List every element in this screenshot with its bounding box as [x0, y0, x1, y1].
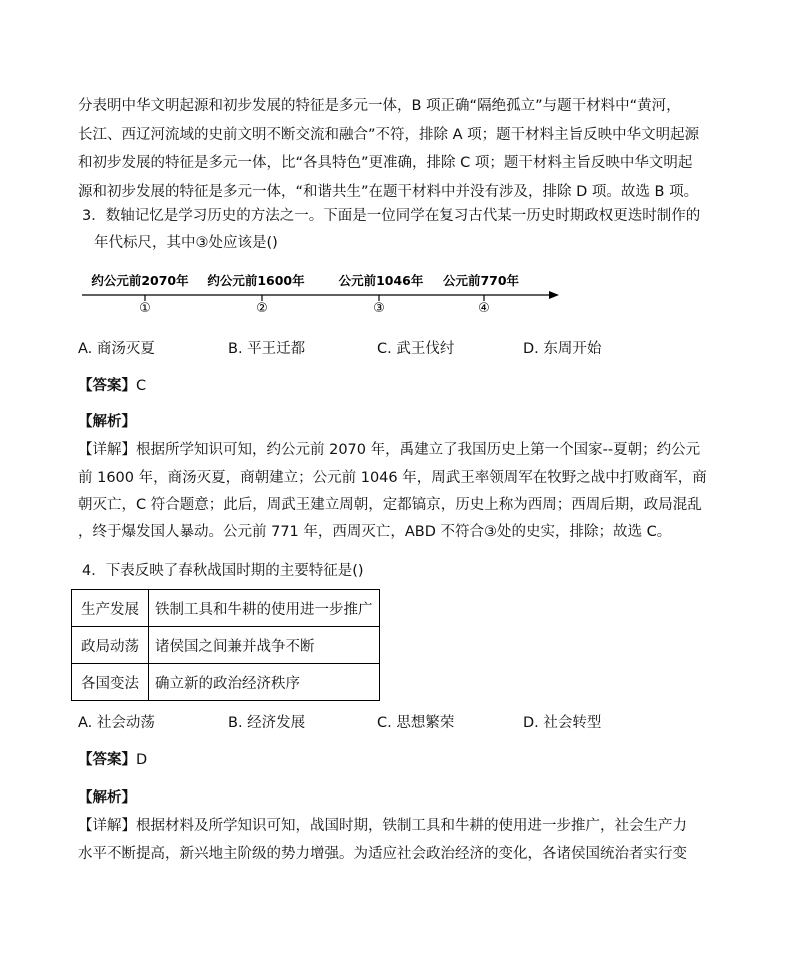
q4-answer: [78, 750, 147, 770]
table-cell-key: 各国变法: [72, 664, 149, 701]
table-cell-key: 生产发展: [72, 590, 149, 627]
timeline-label-3: 公元前1046年: [338, 273, 424, 288]
timeline-mark-4: ④: [478, 301, 490, 316]
table-row: [72, 627, 380, 664]
timeline-label-2: 约公元前1600年: [207, 273, 305, 288]
table-cell-value: 铁制工具和牛耕的使用进一步推广: [149, 590, 380, 627]
q3-detail-line-1: 【详解】根据所学知识可知，约公元前 2070 年，禹建立了我国历史上第一个国家--夏朝；约公元: [78, 442, 701, 458]
q4-option-d[interactable]: D. 社会转型: [523, 715, 602, 731]
table-row: [72, 664, 380, 701]
table-row: [72, 590, 380, 627]
q3-option-c[interactable]: C. 武王伐纣: [377, 341, 455, 357]
table-cell-value: 诸侯国之间兼并战争不断: [149, 627, 380, 664]
q3-option-d[interactable]: D. 东周开始: [523, 341, 602, 357]
q4-detail-line-1: 【详解】根据材料及所学知识可知，战国时期，铁制工具和牛耕的使用进一步推广，社会生产力: [78, 818, 687, 834]
q4-stem: 4．下表反映了春秋战国时期的主要特征是(): [82, 563, 364, 579]
table-cell-value: 确立新的政治经济秩序: [149, 664, 380, 701]
q3-analysis-tag: 【解析】: [78, 414, 136, 430]
q3-stem-line-2: 年代标尺，其中③处应该是(): [94, 235, 278, 251]
q3-stem-line-1: 3．数轴记忆是学习历史的方法之一。下面是一位同学在复习古代某一历史时期政权更迭时制作的: [82, 208, 701, 224]
timeline-mark-2: ②: [256, 301, 268, 316]
q3-answer-value: C: [136, 378, 147, 394]
q4-answer-tag: 【答案】: [78, 752, 136, 768]
q3-answer-tag: 【答案】: [78, 378, 136, 394]
q3-detail-line-4: ，终于爆发国人暴动。公元前 771 年，西周灭亡，ABD 不符合③处的史实，排除；故选 C。: [78, 524, 672, 540]
q3-answer: [78, 376, 146, 396]
table-cell-key: 政局动荡: [72, 627, 149, 664]
timeline-label-1: 约公元前2070年: [91, 273, 189, 288]
timeline-label-4: 公元前770年: [442, 273, 520, 288]
para1-line-2: 长江、西辽河流域的史前文明不断交流和融合”不符，排除 A 项；题干材料主旨反映中华文明起源: [78, 127, 700, 143]
q4-analysis-tag: 【解析】: [78, 790, 136, 806]
q4-option-b[interactable]: B. 经济发展: [228, 715, 306, 731]
q4-feature-table: [71, 589, 380, 701]
para1-line-3: 和初步发展的特征是多元一体，比“各具特色”更准确，排除 C 项；题干材料主旨反映中华文明起: [78, 155, 693, 171]
q3-detail-line-2: 前 1600 年，商汤灭夏，商朝建立；公元前 1046 年，周武王率领周军在牧野之战中打败商军，商: [78, 470, 707, 486]
para1-line-1: 分表明中华文明起源和初步发展的特征是多元一体，B 项正确“隔绝孤立”与题干材料中“黄河，: [78, 98, 681, 114]
timeline-mark-1: ①: [139, 301, 151, 316]
timeline-diagram: [0, 268, 793, 328]
q4-answer-value: D: [136, 752, 148, 768]
para1-line-4: 源和初步发展的特征是多元一体，“和谐共生”在题干材料中并没有涉及，排除 D 项。故选 B 项。: [78, 184, 699, 200]
timeline-mark-3: ③: [373, 301, 385, 316]
q4-option-c[interactable]: C. 思想繁荣: [377, 715, 455, 731]
q3-option-a[interactable]: A. 商汤灭夏: [78, 341, 155, 357]
q4-option-a[interactable]: A. 社会动荡: [78, 715, 155, 731]
q3-detail-line-3: 朝灭亡，C 符合题意；此后，周武王建立周朝，定都镐京，历史上称为西周；西周后期，政局混乱: [78, 497, 702, 513]
q3-option-b[interactable]: B. 平王迁都: [228, 341, 306, 357]
q4-detail-line-2: 水平不断提高，新兴地主阶级的势力增强。为适应社会政治经济的变化，各诸侯国统治者实行变: [78, 846, 687, 862]
